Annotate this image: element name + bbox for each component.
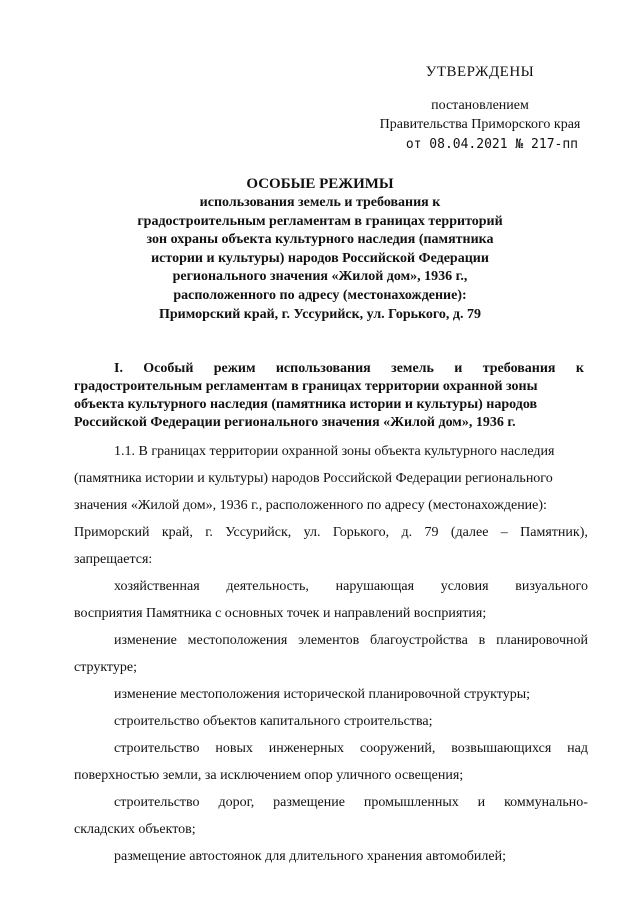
heading-subtitle-line: истории и культуры) народов Российской Федерации <box>151 250 489 266</box>
list-item-line: строительство объектов капитального строительства; <box>114 714 433 729</box>
document-title: ОСОБЫЕ РЕЖИМЫ <box>246 176 394 192</box>
heading-subtitle-line: регионального значения «Жилой дом», 1936 г., <box>172 269 468 285</box>
body-text <box>74 438 588 870</box>
body-word: изменение <box>114 633 177 648</box>
section-heading-word: к <box>575 361 584 376</box>
section-1-heading <box>74 360 584 432</box>
section-heading-word: и <box>454 361 463 376</box>
body-word: ул. <box>303 525 321 540</box>
list-item-line: изменение местоположения исторической планировочной структуры; <box>114 687 530 702</box>
body-word: г. <box>205 525 213 540</box>
body-word: (далее <box>450 525 489 540</box>
paragraph-line: запрещается: <box>74 552 153 567</box>
approval-date: от 08.04.2021 № 217-пп <box>405 137 578 152</box>
paragraph-line: значения «Жилой дом», 1936 г., расположенного по адресу (местонахождение): <box>74 498 547 513</box>
list-item-line <box>74 735 588 762</box>
section-heading-word: режим <box>213 361 256 376</box>
body-word: над <box>567 741 588 756</box>
body-word: визуального <box>515 579 588 594</box>
paragraph-line <box>74 519 588 546</box>
body-word: деятельность, <box>226 579 309 594</box>
body-word: Приморский <box>74 525 150 540</box>
list-item-line: восприятия Памятника с основных точек и направлений восприятия; <box>74 606 487 621</box>
body-word: в <box>478 633 486 648</box>
body-word: и <box>477 795 486 810</box>
body-word: Уссурийск, <box>225 525 292 540</box>
section-heading-line: градостроительным регламентам в границах территории охранной зоны <box>74 379 538 394</box>
body-word: 79 <box>424 525 439 540</box>
body-word: возвышающихся <box>451 741 552 756</box>
body-word: – <box>500 525 508 540</box>
heading-subtitle-line: градостроительным регламентам в границах территорий <box>137 213 503 229</box>
list-item-line: структуре; <box>74 660 137 675</box>
list-item-line <box>74 789 588 816</box>
body-word: нарушающая <box>335 579 415 594</box>
body-word: строительство <box>114 741 200 756</box>
body-word: местоположения <box>187 633 288 648</box>
section-heading-word: Особый <box>143 361 194 376</box>
list-item-line: поверхностью земли, за исключением опор уличного освещения; <box>74 768 464 783</box>
section-heading-word: требования <box>482 361 556 376</box>
body-word: размещение <box>273 795 345 810</box>
approval-line-2: Правительства Приморского края <box>379 117 581 132</box>
paragraph-line: 1.1. В границах территории охранной зоны объекта культурного наследия <box>114 444 555 459</box>
body-word: инженерных <box>268 741 345 756</box>
section-heading-line: объекта культурного наследия (памятника истории и культуры) народов <box>74 397 538 412</box>
heading-subtitle-line: Приморский край, г. Уссурийск, ул. Горького, д. 79 <box>158 306 482 322</box>
list-item-line <box>74 627 588 654</box>
approval-line-1: постановлением <box>431 98 529 113</box>
section-heading-word: I. <box>114 361 123 376</box>
body-word: планировочной <box>496 633 588 648</box>
list-item-line <box>74 573 588 600</box>
body-word: элементов <box>298 633 360 648</box>
body-word: новых <box>215 741 253 756</box>
heading-subtitle-line: использования земель и требования к <box>199 195 441 210</box>
body-word: коммунально- <box>504 795 588 810</box>
body-word: дорог, <box>218 795 255 810</box>
body-word: Горького, <box>332 525 390 540</box>
heading-subtitle-line: расположенного по адресу (местонахождение): <box>173 287 467 303</box>
body-word: Памятник), <box>520 525 588 540</box>
section-heading-line <box>74 360 584 378</box>
heading-subtitle-line: зон охраны объекта культурного наследия (памятника <box>146 232 494 248</box>
approval-title: УТВЕРЖДЕНЫ <box>425 64 535 80</box>
body-word: условия <box>440 579 489 594</box>
list-item-line: складских объектов; <box>74 822 196 837</box>
body-word: благоустройства <box>370 633 468 648</box>
body-word: край, <box>161 525 193 540</box>
body-word: сооружений, <box>359 741 436 756</box>
body-word: строительство <box>114 795 200 810</box>
body-word: хозяйственная <box>114 579 200 594</box>
section-heading-line: Российской Федерации регионального значения «Жилой дом», 1936 г. <box>74 415 516 430</box>
paragraph-line: (памятника истории и культуры) народов Российской Федерации регионального <box>74 471 553 486</box>
section-heading-word: использования <box>275 361 371 376</box>
list-item-line: размещение автостоянок для длительного хранения автомобилей; <box>114 849 506 864</box>
body-word: промышленных <box>363 795 459 810</box>
section-heading-word: земель <box>391 361 434 376</box>
body-word: д. <box>401 525 413 540</box>
document-heading <box>90 174 550 324</box>
approval-block <box>360 62 600 155</box>
